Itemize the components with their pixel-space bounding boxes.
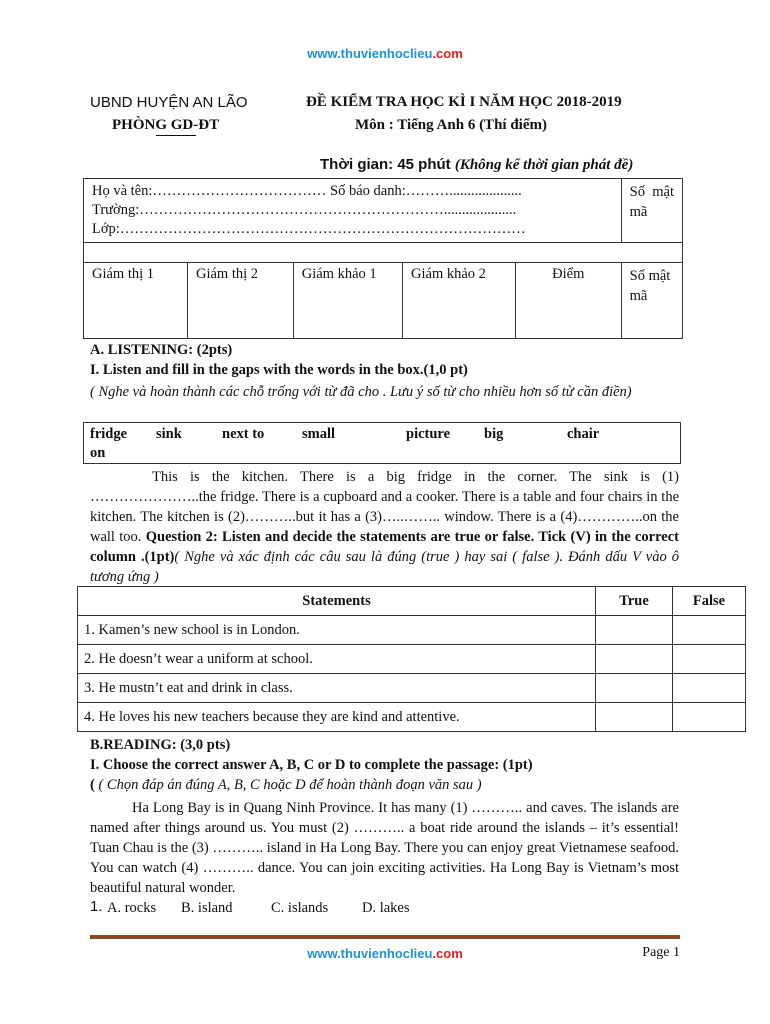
word-box (83, 422, 681, 464)
district-committee: UBND HUYỆN AN LÃO (90, 94, 248, 111)
table-row (78, 674, 746, 703)
school-field[interactable]: Trường:……………………………………………………….................... (92, 202, 517, 218)
proctor2-cell: Giám thị 2 (187, 263, 293, 339)
word-box-item: fridge (90, 426, 128, 442)
listening-q1-instruction: ( Nghe và hoàn thành các chỗ trống với từ đã cho . Lưu ý số từ cho nhiều hơn số từ cần điền) (90, 384, 632, 400)
word-box-item: picture (406, 426, 451, 442)
listening-passage: This is the kitchen. There is a big fridge in the corner. The sink is (1) …………………..the fridge. There is a cupboard and a cooker. There is a table and four chairs in the kitchen. The kitchen is (2)………..but it has a (3)…..…….. window. There is a (4)…………..on the wall too. Question 2: Listen and decide the statements are true or false. Tick (V) in the correct column .(1pt)( Nghe và xác định các câu sau là đúng (true ) hay sai ( false ). Đánh dấu V vào ô tương ứng ) (90, 469, 679, 585)
answer-options-1: 1. A. rocks B. island C. islands D. lakes (90, 898, 410, 916)
reading-passage: Ha Long Bay is in Quang Ninh Province. It has many (1) ……….. and caves. The islands are named after things around us. You must (2) ……….. a boat ride around the islands – it’s essential! Tuan Chau is the (3) ……….. island in Ha Long Bay. There you can enjoy great Vietnamese seafood. You can watch (4) ……….. dance. You can join exciting activities. Ha Long Bay is Vietnam’s most beautiful natural wonder. (90, 800, 679, 896)
secret-code-cell-2: Số mật mã (621, 263, 682, 339)
table-row (78, 703, 746, 732)
score-cell: Điểm (515, 263, 621, 339)
education-office: PHÒNG GD-ĐT (112, 117, 220, 133)
table-row (78, 645, 746, 674)
examiner2-cell: Giám khảo 2 (403, 263, 516, 339)
student-details-cell (84, 179, 622, 243)
footer-rule (90, 935, 680, 939)
true-checkbox-cell[interactable] (596, 703, 673, 732)
true-checkbox-cell[interactable] (596, 645, 673, 674)
exam-time: Thời gian: 45 phút (Không kể thời gian phát đề) (320, 156, 634, 173)
word-box-item: on (90, 445, 106, 461)
statement-cell: 4. He loves his new teachers because they are kind and attentive. (78, 703, 596, 732)
true-header: True (596, 587, 673, 616)
listening-heading: A. LISTENING: (2pts) (90, 342, 233, 358)
true-checkbox-cell[interactable] (596, 616, 673, 645)
statement-cell: 1. Kamen’s new school is in London. (78, 616, 596, 645)
word-box-item: big (484, 426, 504, 442)
class-field[interactable]: Lớp:………………………………………………………………………… (92, 221, 526, 237)
word-box-item: small (302, 426, 336, 442)
page-number: Page 1 (642, 945, 680, 960)
listening-q1-title: I. Listen and fill in the gaps with the words in the box.(1,0 pt) (90, 362, 468, 378)
word-box-item: sink (156, 426, 182, 442)
proctor1-cell: Giám thị 1 (84, 263, 188, 339)
word-box-item: chair (567, 426, 600, 442)
option-b[interactable]: B. island (181, 900, 233, 916)
statement-cell: 2. He doesn’t wear a uniform at school. (78, 645, 596, 674)
name-field[interactable]: Họ và tên:……………………………… Số báo danh:……….................... (92, 183, 522, 199)
subject-line: Môn : Tiếng Anh 6 (Thí điểm) (355, 117, 547, 133)
false-checkbox-cell[interactable] (673, 674, 746, 703)
true-false-table (77, 586, 746, 732)
option-c[interactable]: C. islands (271, 900, 329, 916)
false-checkbox-cell[interactable] (673, 645, 746, 674)
secret-code-cell-1: Số mật mã (621, 179, 682, 243)
site-url-bottom[interactable]: www.thuvienhoclieu.com (307, 946, 463, 961)
option-a[interactable]: A. rocks (107, 900, 157, 916)
false-checkbox-cell[interactable] (673, 616, 746, 645)
false-header: False (673, 587, 746, 616)
site-url-top[interactable]: www.thuvienhoclieu.com (307, 46, 463, 61)
statement-cell: 3. He mustn’t eat and drink in class. (78, 674, 596, 703)
spacer-row (84, 243, 683, 263)
examiner1-cell: Giám khảo 1 (293, 263, 402, 339)
false-checkbox-cell[interactable] (673, 703, 746, 732)
header-underline (156, 135, 196, 136)
statements-header: Statements (78, 587, 596, 616)
reading-heading: B.READING: (3,0 pts) (90, 737, 231, 753)
reading-q1-instruction: ( ( Chọn đáp án đúng A, B, C hoặc D để hoàn thành đoạn văn sau ) (90, 777, 482, 793)
reading-q1-title: I. Choose the correct answer A, B, C or D to complete the passage: (1pt) (90, 757, 533, 773)
option-d[interactable]: D. lakes (362, 900, 410, 916)
true-checkbox-cell[interactable] (596, 674, 673, 703)
student-info-table (83, 178, 683, 339)
exam-title: ĐỀ KIỂM TRA HỌC KÌ I NĂM HỌC 2018-2019 (306, 94, 622, 110)
table-row (78, 616, 746, 645)
word-box-item: next to (222, 426, 265, 442)
